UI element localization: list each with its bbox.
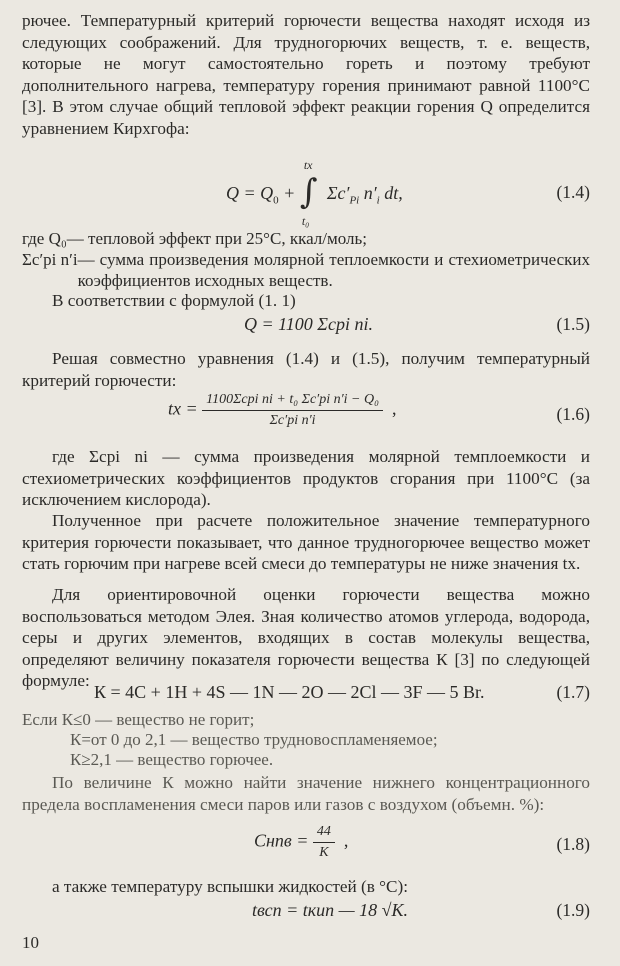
definition-symbol: где Q₀	[22, 229, 67, 248]
fraction-denominator: Σc′pi n′i	[269, 413, 316, 428]
equation-1-7	[22, 682, 590, 708]
definition-row	[22, 228, 590, 249]
rule-line: Если К≤0 — вещество не горит;	[22, 710, 255, 729]
paragraph-8	[22, 876, 590, 898]
paragraph-text: а также температуру вспышки жидкостей (в °C):	[52, 877, 408, 896]
paragraph-text: Решая совместно уравнения (1.4) и (1.5), получим температурный критерий горючести:	[22, 349, 590, 390]
fraction	[202, 392, 383, 429]
paragraph-text: Полученное при расчете положительное значение температурного критерия горючести показывает, что данное трудногорючее вещество может стать горючим при нагреве всей смеси до температуры не ниже значения tx.	[22, 511, 590, 574]
equation-1-4	[22, 158, 590, 228]
page-number: 10	[22, 933, 39, 952]
equation-1-9-body: tвсп = tкип — 18 √К.	[252, 900, 408, 920]
equation-number: (1.7)	[556, 682, 590, 702]
fraction-numerator: 44	[313, 824, 335, 843]
paragraph-3	[22, 348, 590, 391]
index-rules	[22, 710, 590, 770]
equation-1-7-body: К = 4C + 1H + 4S — 1N — 2O — 2Cl — 3F — 5 Br.	[94, 682, 485, 702]
definition-symbol: Σc′pi n′i	[22, 250, 78, 269]
integral-sign: ∫ tx t₀	[299, 158, 318, 228]
equation-1-9	[22, 900, 590, 926]
rule-line: К=от 0 до 2,1 — вещество трудновоспламеняемое;	[70, 730, 438, 749]
equation-number: (1.5)	[556, 314, 590, 334]
equation-number: (1.9)	[556, 900, 590, 920]
definition-row	[22, 249, 590, 291]
equation-1-5	[22, 312, 590, 338]
equation-number: (1.4)	[556, 182, 590, 202]
paragraph-5	[22, 510, 590, 575]
equation-1-8	[22, 824, 590, 870]
equation-1-6-body: tx = $\frac{\text{1100Σcpi ni + t₀ Σc′pi n′i − Q₀}}{\text{Σc′pi n′i}}$ ,	[168, 392, 397, 428]
equation-number: (1.6)	[556, 404, 590, 424]
paragraph-7	[22, 772, 590, 815]
equation-1-4-definitions	[22, 228, 590, 291]
paragraph-text: По величине К можно найти значение нижнего концентрационного предела воспламенения смеси паров или газов с воздухом (объемн. %):	[22, 773, 590, 814]
definition-text: — сумма произведения молярной теплоемкости и стехиометрических коэффициентов исходных веществ.	[77, 250, 590, 290]
paragraph-1	[22, 10, 590, 140]
equation-1-8-body: Cнпв = $\frac{44}{К}$ ,	[254, 824, 349, 860]
fraction-numerator: 1100Σcpi ni + t₀ Σc′pi n′i − Q₀	[202, 392, 383, 411]
definition-text: — тепловой эффект при 25°C, ккал/моль;	[66, 229, 367, 248]
rule-line: К≥2,1 — вещество горючее.	[70, 750, 274, 769]
equation-1-4-body: $Q = Q_0$ + ∫ tx t₀ $\Sigma c'_{Pi}$ $n'_i$ dt,	[226, 158, 403, 228]
paragraph-4	[22, 446, 590, 511]
paragraph-2	[22, 290, 590, 312]
paragraph-text: В соответствии с формулой (1. 1)	[52, 291, 296, 310]
paragraph-text: Для ориентировочной оценки горючести вещества можно воспользоваться методом Элея. Зная количество атомов углерода, водорода, серы и других элементов, входящих в состав молекулы вещества, определяют величину показателя горючести вещества К [3] по следующей формуле:	[22, 585, 590, 691]
equation-1-5-body: Q = 1100 Σcpi ni.	[244, 314, 373, 334]
equation-1-6	[22, 388, 590, 444]
paragraph-text: где Σcpi ni — сумма произведения молярной темплоемкости и стехиометрических коэффициентов продуктов сгорания при 1100°C (за исключением кислорода).	[22, 447, 590, 510]
paragraph-text: рючее. Температурный критерий горючести вещества находят исходя из следующих соображений. Для трудногорючих веществ, т. е. веществ, которые не могут самостоятельно гореть и поэтому требуют дополнительного нагрева, температуру горения принимают равной 1100°C [3]. В этом случае общий тепловой эффект реакции горения Q определится уравнением Кирхгофа:	[22, 11, 590, 138]
paragraph-6	[22, 584, 590, 692]
fraction-denominator: К	[319, 845, 329, 860]
equation-number: (1.8)	[556, 834, 590, 854]
fraction	[313, 824, 335, 861]
